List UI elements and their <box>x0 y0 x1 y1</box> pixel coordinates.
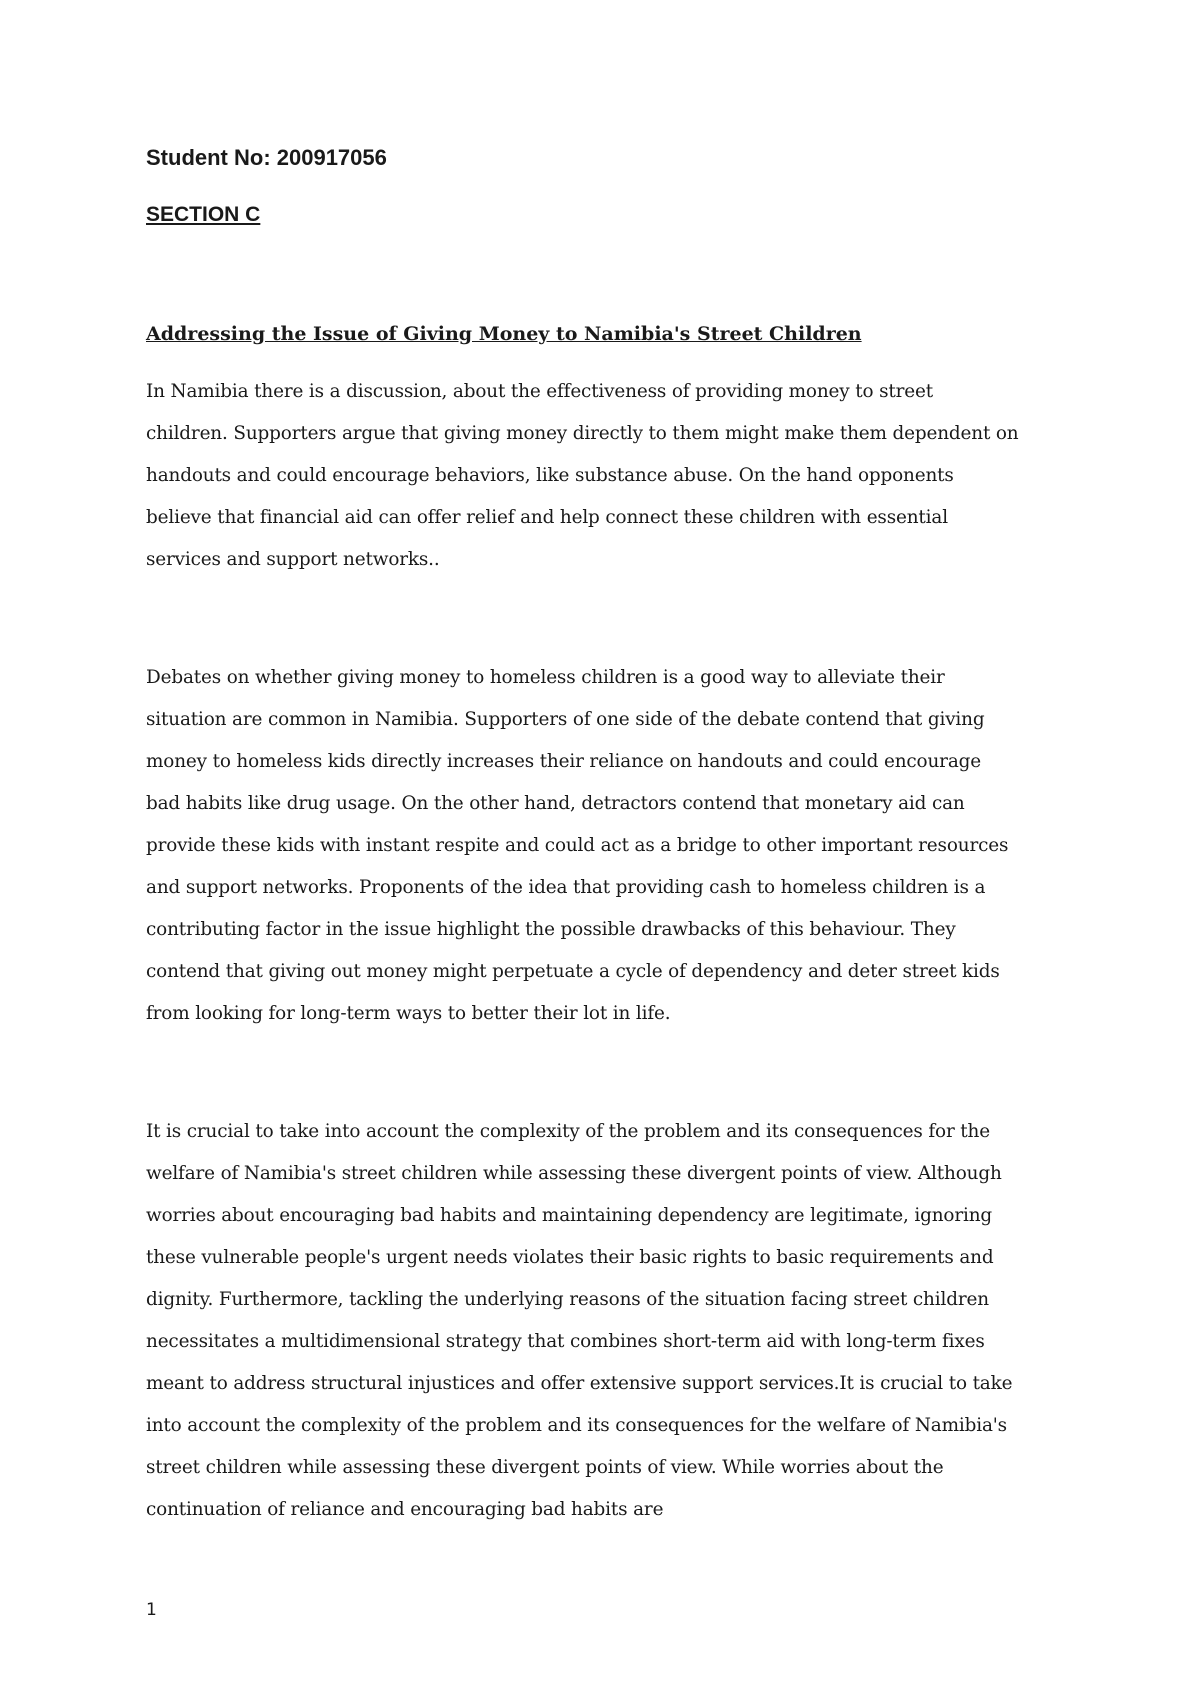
paragraph-line: bad habits like drug usage. On the other hand, detractors contend that monetary aid can <box>146 793 965 814</box>
essay-title: Addressing the Issue of Giving Money to Namibia's Street Children <box>146 323 862 345</box>
paragraph-line: these vulnerable people's urgent needs violates their basic rights to basic requirements and <box>146 1247 994 1268</box>
paragraph-line: It is crucial to take into account the complexity of the problem and its consequences for the <box>146 1121 990 1142</box>
paragraph-line: situation are common in Namibia. Supporters of one side of the debate contend that giving <box>146 709 985 730</box>
paragraph-line: In Namibia there is a discussion, about the effectiveness of providing money to street <box>146 381 933 402</box>
paragraph-line: contributing factor in the issue highlight the possible drawbacks of this behaviour. They <box>146 919 956 940</box>
paragraph-line: into account the complexity of the problem and its consequences for the welfare of Namibia's <box>146 1415 1007 1436</box>
paragraph-line: welfare of Namibia's street children while assessing these divergent points of view. Although <box>146 1163 1002 1184</box>
paragraph-line: believe that financial aid can offer relief and help connect these children with essential <box>146 507 948 528</box>
paragraph-1 <box>146 371 1076 581</box>
paragraph-line: meant to address structural injustices and offer extensive support services.It is crucial to take <box>146 1373 1013 1394</box>
paragraph-3 <box>146 1111 1076 1531</box>
section-heading: SECTION C <box>146 203 261 226</box>
paragraph-line: Debates on whether giving money to homeless children is a good way to alleviate their <box>146 667 945 688</box>
paragraph-line: from looking for long-term ways to better their lot in life. <box>146 1003 671 1024</box>
paragraph-line: street children while assessing these divergent points of view. While worries about the <box>146 1457 944 1478</box>
paragraph-line: worries about encouraging bad habits and maintaining dependency are legitimate, ignoring <box>146 1205 993 1226</box>
paragraph-line: continuation of reliance and encouraging bad habits are <box>146 1499 664 1520</box>
paragraph-line: handouts and could encourage behaviors, like substance abuse. On the hand opponents <box>146 465 954 486</box>
paragraph-line: dignity. Furthermore, tackling the underlying reasons of the situation facing street children <box>146 1289 989 1310</box>
paragraph-line: money to homeless kids directly increases their reliance on handouts and could encourage <box>146 751 981 772</box>
paragraph-2 <box>146 657 1076 1035</box>
paragraph-line: contend that giving out money might perpetuate a cycle of dependency and deter street kids <box>146 961 1000 982</box>
paragraph-line: and support networks. Proponents of the idea that providing cash to homeless children is a <box>146 877 986 898</box>
student-number: Student No: 200917056 <box>146 145 387 170</box>
page-number: 1 <box>146 1600 157 1620</box>
paragraph-line: children. Supporters argue that giving money directly to them might make them dependent on <box>146 423 1019 444</box>
paragraph-line: services and support networks.. <box>146 549 440 570</box>
paragraph-line: provide these kids with instant respite and could act as a bridge to other important resources <box>146 835 1009 856</box>
paragraph-line: necessitates a multidimensional strategy that combines short-term aid with long-term fixes <box>146 1331 985 1352</box>
